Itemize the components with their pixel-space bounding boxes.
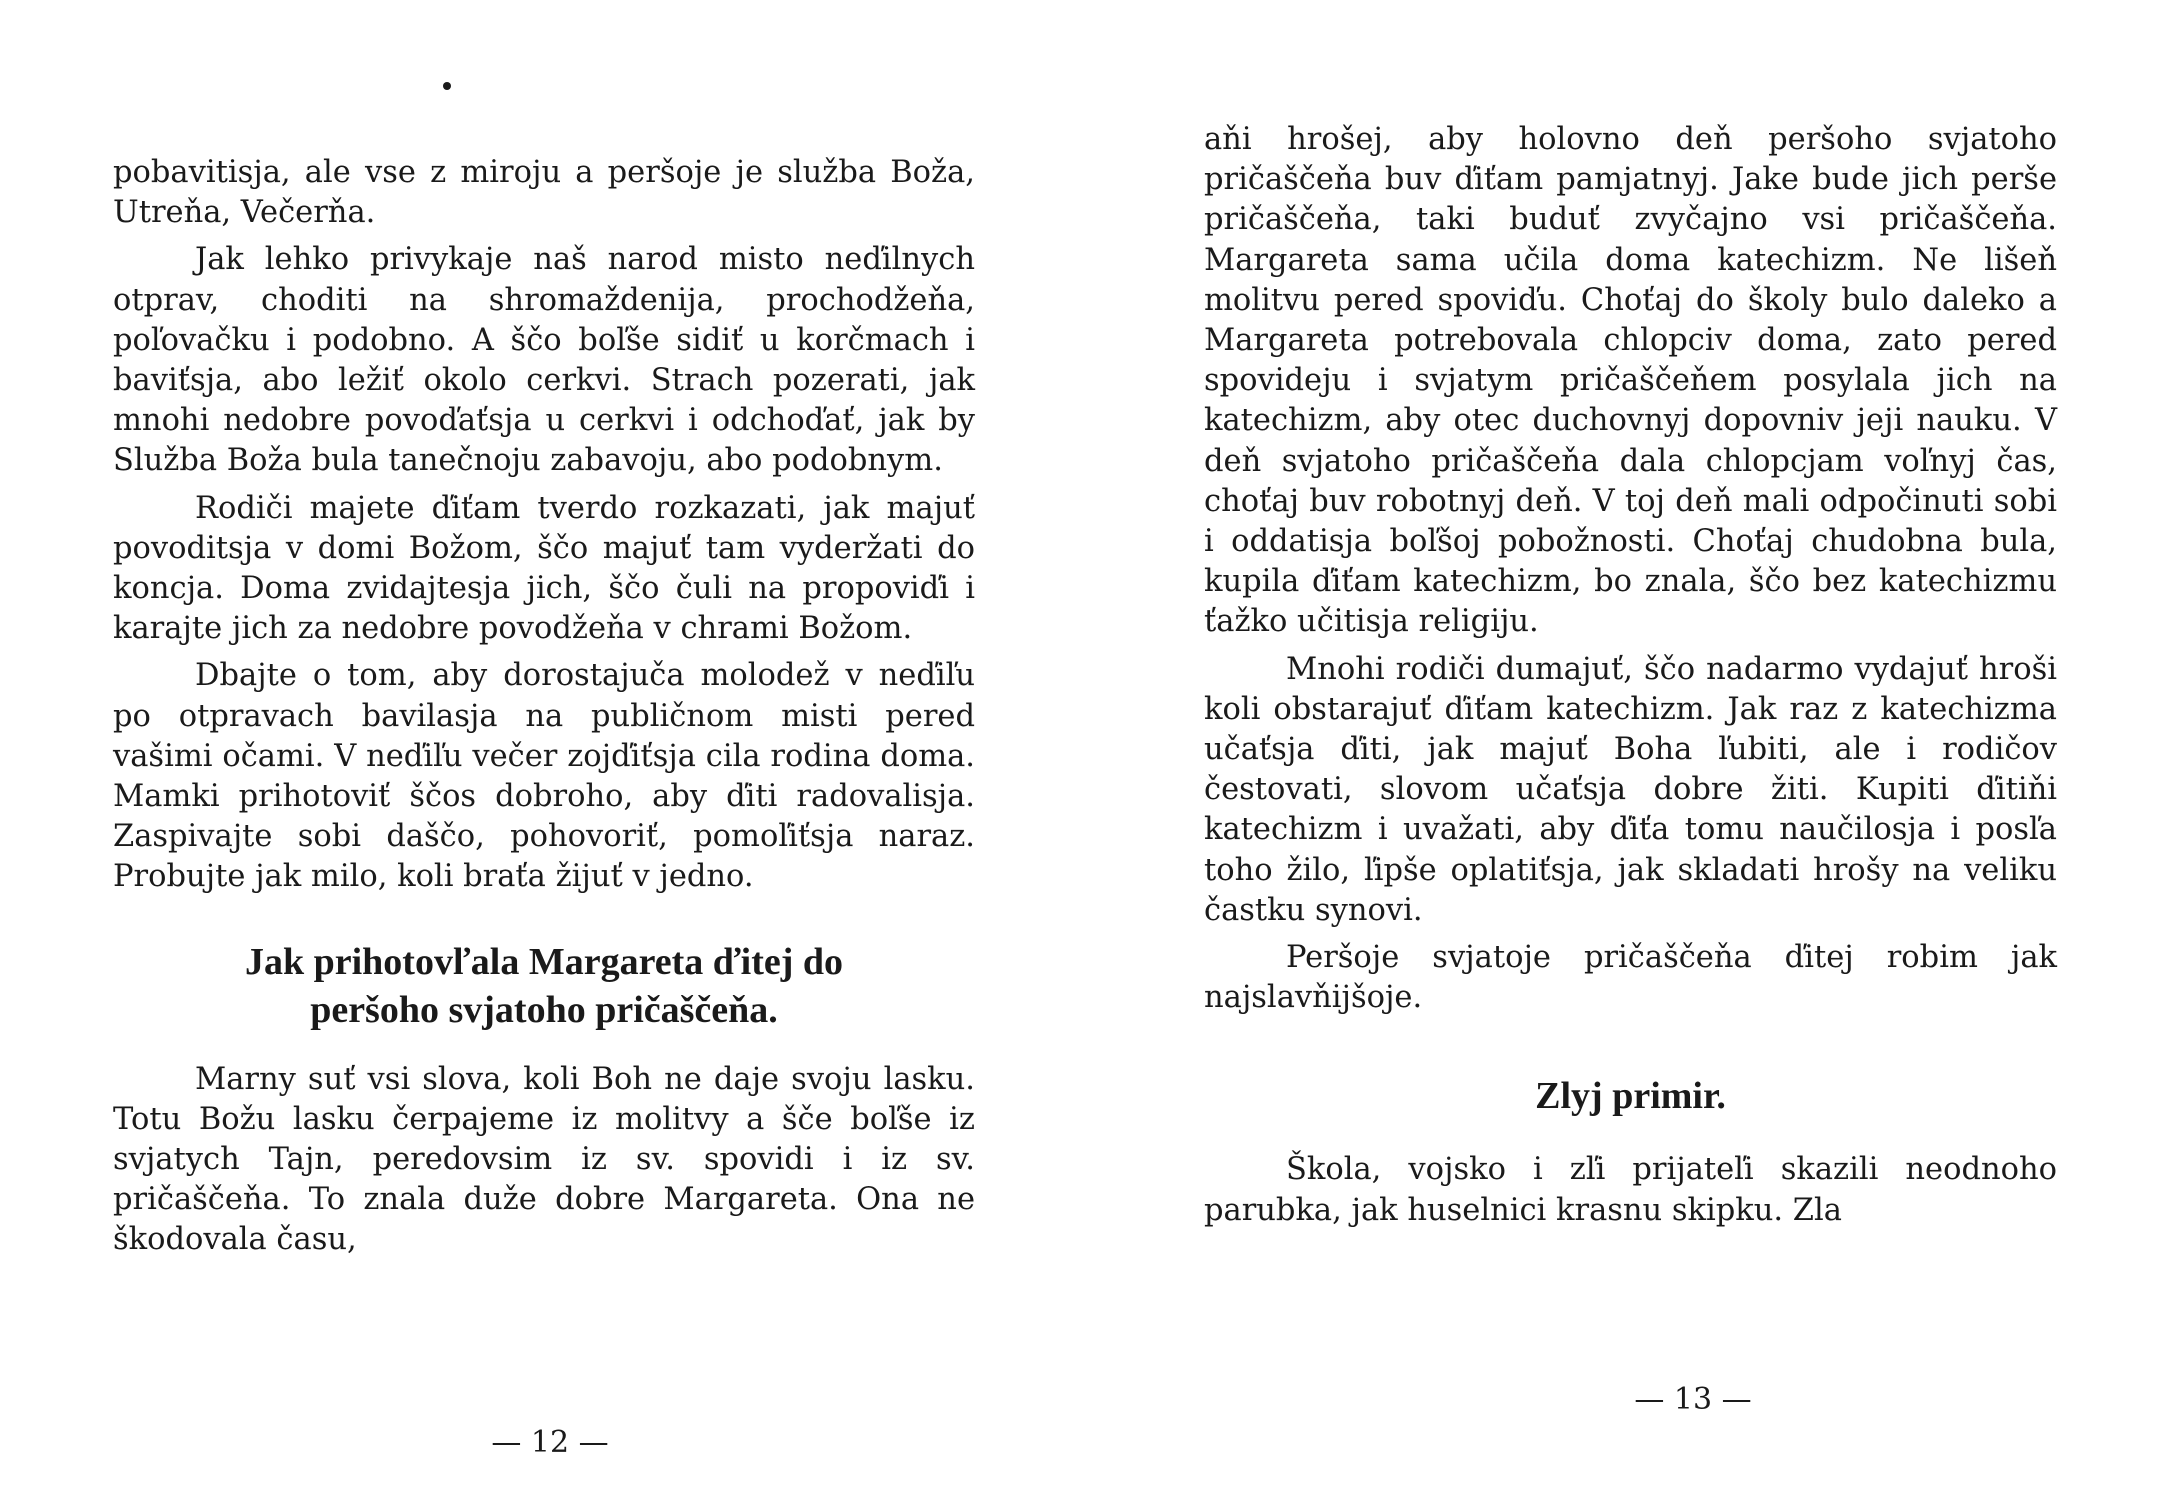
paragraph: Jak lehko privykaje naš narod misto neďilnych otprav, choditi na shromaždenija, prochodžeňa, poľovačku i podobno. A ščo boľše sidiť u korčmach i baviťsja, abo ležiť okolo cerkvi. Strach pozerati, jak mnohi nedobre povoďaťsja u cerkvi i odchoďať, jak by Služba Boža bula tanečnoju zabavoju, abo podobnym. — [113, 242, 975, 479]
left-text-column — [113, 153, 975, 1268]
paragraph: Mnohi rodiči dumajuť, ščo nadarmo vydajuť hroši koli obstarajuť ďiťam katechizm. Jak raz z katechizma učaťsja ďiti, jak majuť Boha ľubiti, ale i rodičov čestovati, slovom učaťsja dobre žiti. Kupiti ďitiňi katechizm i uvažati, aby ďiťa tomu naučilosja i posľa toho žilo, ľipše oplatiťsja, jak skladati hrošy na veliku častku synovi. — [1204, 651, 2057, 928]
heading-line: Jak prihotovľala Margareta ďitej do — [244, 940, 844, 983]
page-number: — 13 — — [1634, 1382, 1752, 1417]
heading-line: peršoho svjatoho pričaščeňa. — [310, 988, 778, 1031]
paragraph: Škola, vojsko i zľi prijateľi skazili neodnoho parubka, jak huselnici krasnu skipku. Zla — [1204, 1152, 2057, 1228]
paragraph: Marny suť vsi slova, koli Boh ne daje svoju lasku. Totu Božu lasku čerpajeme iz molitvy a šče boľše iz svjatych Tajn, peredovsim iz sv. spovidi i iz sv. pričaščeňa. To znala duže dobre Margareta. Ona ne škodovala času, — [113, 1061, 975, 1258]
page-number: — 12 — — [491, 1425, 609, 1460]
paragraph: aňi hrošej, aby holovno deň peršoho svjatoho pričaščeňa buv ďiťam pamjatnyj. Jake bude jich perše pričaščeňa, taki buduť zvyčajno vsi pričaščeňa. Margareta sama učila doma katechizm. Ne lišeň molitvu pered spoviďu. Choťaj do školy bulo daleko a Margareta potrebovala chlopciv doma, zato pered spovideju i svjatym pričaščeňem posylala jich na katechizm, aby otec duchovnyj dopovniv jeji nauku. V deň svjatoho pričaščeňa dala chlopcjam voľnyj čas, choťaj buv robotnyj deň. V toj deň mali odpočinuti sobi i oddatisja boľšoj pobožnosti. Choťaj chudobna bula, kupila ďiťam katechizm, bo znala, ščo bez katechizmu ťažko učitisja religiju. — [1204, 122, 2057, 640]
section-heading — [113, 938, 975, 1034]
paragraph: Rodiči majete ďiťam tverdo rozkazati, jak majuť povoditsja v domi Božom, ščo majuť tam vyderžati do koncja. Doma zvidajtesja jich, ščo čuli na propoviďi i karajte jich za nedobre povodžeňa v chrami Božom. — [113, 490, 975, 647]
paragraph: Dbajte o tom, aby dorostajuča molodež v neďiľu po otpravach bavilasja na publičnom misti pered vašimi očami. V neďiľu večer zojďiťsja cila rodina doma. Mamki prihotoviť ščos dobroho, aby ďiti radovalisja. Zaspivajte sobi daščo, pohovoriť, pomoľiťsja naraz. Probujte jak milo, koli braťa žijuť v jedno. — [113, 658, 975, 895]
paragraph: pobavitisja, ale vse z miroju a peršoje je služba Boža, Utreňa, Večerňa. — [113, 155, 975, 231]
paragraph: Peršoje svjatoje pričaščeňa ďitej robim jak najslavňijšoje. — [1204, 940, 2057, 1016]
section-heading: Zlyj primir. — [1535, 1075, 1726, 1118]
right-page — [1080, 0, 2160, 1500]
right-text-column — [1204, 120, 2057, 1238]
ink-dot — [443, 82, 451, 90]
